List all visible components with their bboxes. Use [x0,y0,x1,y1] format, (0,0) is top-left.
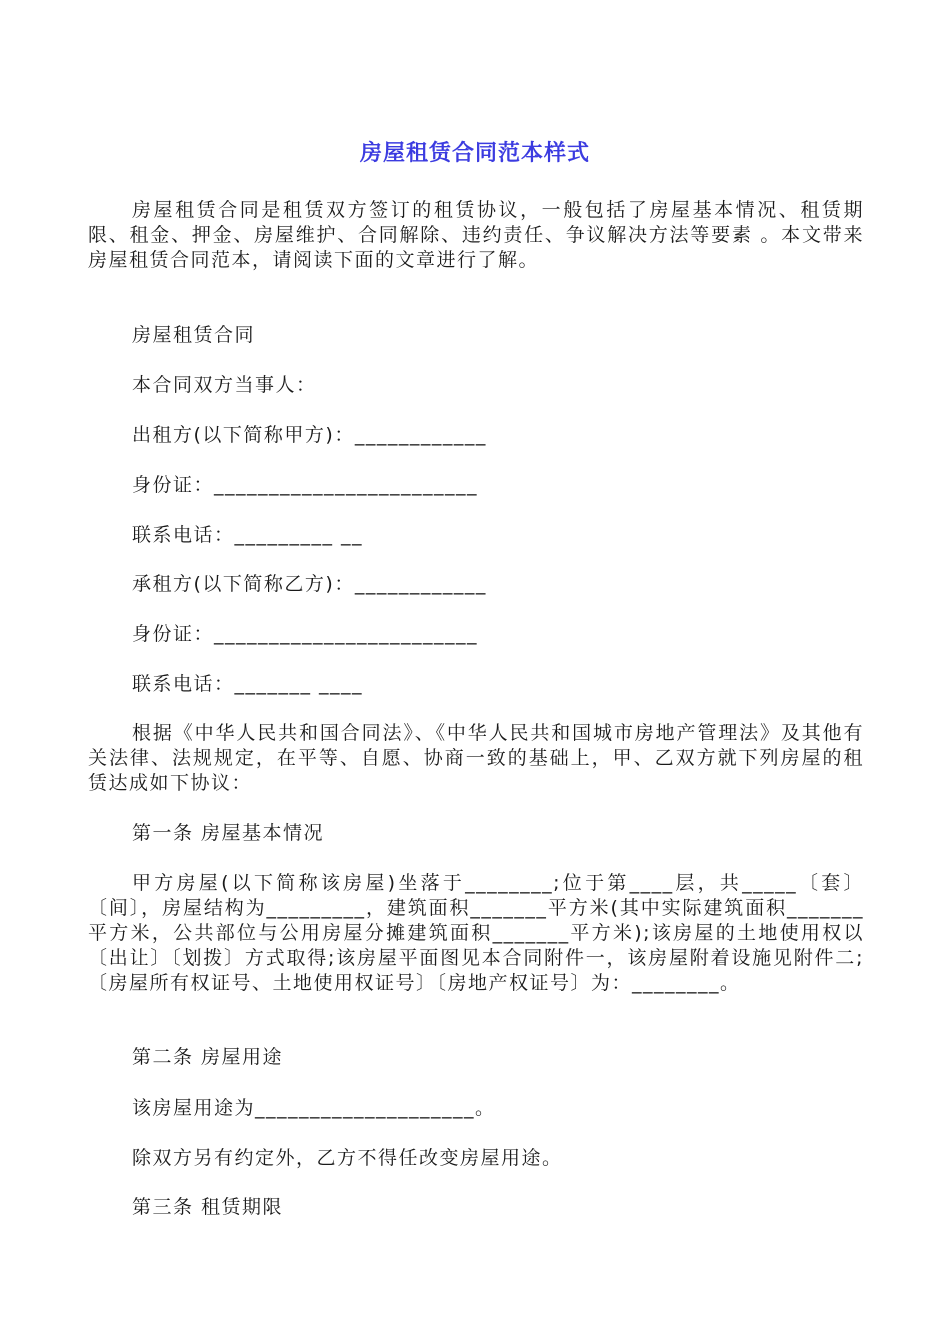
article-2-title: 第二条 房屋用途 [132,1046,284,1068]
article-1-title: 第一条 房屋基本情况 [132,822,325,844]
lessee-phone-field: 联系电话：_______ ____ [132,673,364,695]
lessee-field: 承租方(以下简称乙方)：____________ [132,573,487,595]
parties-label: 本合同双方当事人： [132,374,317,396]
lessee-id-field: 身份证：________________________ [132,623,479,645]
article-3-title: 第三条 租赁期限 [132,1196,284,1218]
legal-basis-paragraph: 根据《中华人民共和国合同法》、《中华人民共和国城市房地产管理法》及其他有关法律、法规规定，在平等、自愿、协商一致的基础上，甲、乙双方就下列房屋的租赁达成如下协议： [88,722,864,794]
lessor-phone-field: 联系电话：_________ __ [132,524,364,546]
intro-paragraph: 房屋租赁合同是租赁双方签订的租赁协议，一般包括了房屋基本情况、租赁期限、租金、押金、房屋维护、合同解除、违约责任、争议解决方法等要素 。本文带来房屋租赁合同范本，请阅读下面的文章进行了解。 [88,199,864,271]
article-2-use: 该房屋用途为____________________。 [132,1097,496,1119]
article-2-restriction: 除双方另有约定外，乙方不得任改变房屋用途。 [132,1147,563,1169]
document-title: 房屋租赁合同范本样式 [359,141,590,166]
article-1-body: 甲方房屋(以下简称该房屋)坐落于________;位于第____层，共_____〔套〕〔间〕，房屋结构为_________，建筑面积_______平方米(其中实际建筑面积_______平方米，公共部位与公用房屋分摊建筑面积_______平方米);该房屋的土地使用权以〔出让〕〔划拨〕方式取得;该房屋平面图见本合同附件一，该房屋附着设施见附件二;〔房屋所有权证号、土地使用权证号〕〔房地产权证号〕为：________。 [88,872,864,994]
lessor-field: 出租方(以下简称甲方)：____________ [132,424,487,446]
lessor-id-field: 身份证：________________________ [132,474,479,496]
contract-heading: 房屋租赁合同 [132,324,256,346]
